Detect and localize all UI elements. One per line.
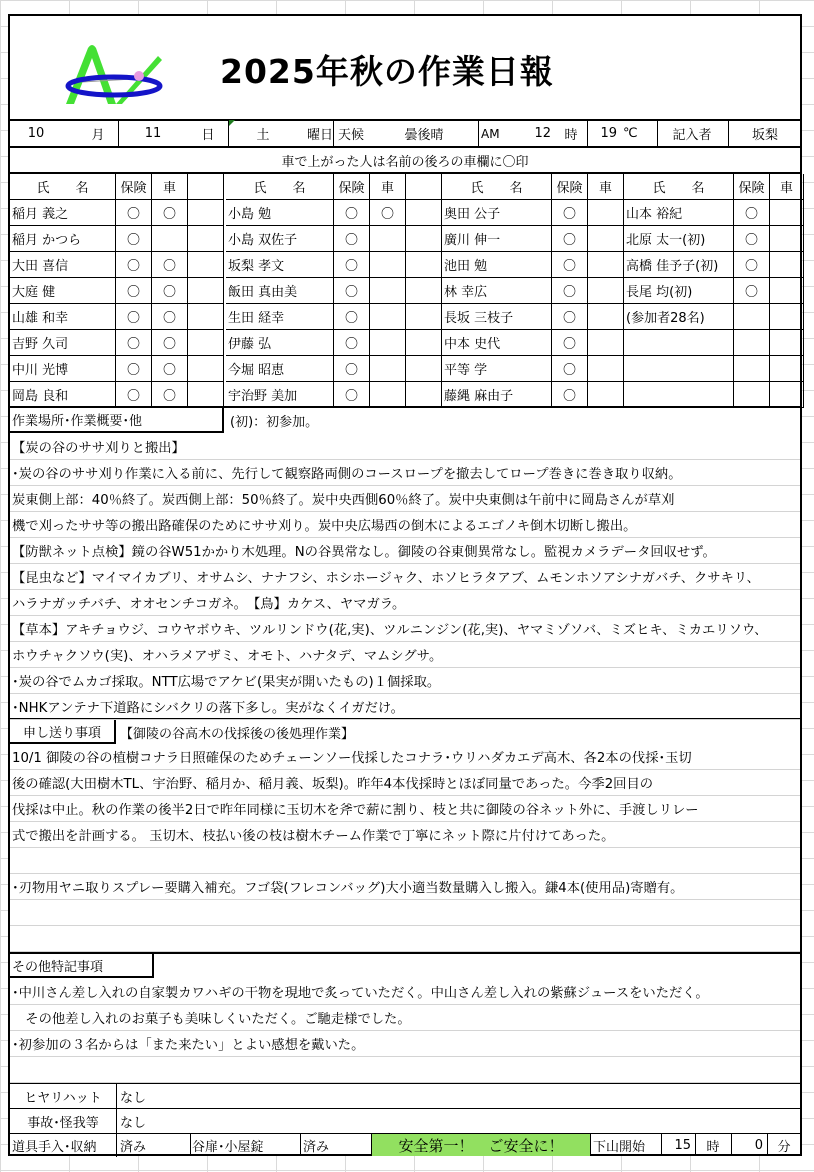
attendee-car[interactable] [770, 304, 804, 330]
attendance-header-name: 氏 名 [624, 174, 734, 200]
attendee-insurance[interactable]: 〇 [116, 278, 152, 304]
minute-unit-label: 分 [777, 1139, 791, 1155]
attendee-car[interactable] [588, 330, 624, 356]
attendee-car[interactable] [770, 356, 804, 382]
attendee-car[interactable] [588, 200, 624, 226]
blank-cell [188, 330, 224, 356]
attendance-header-car: 車 [370, 174, 406, 200]
car-note: 車で上がった人は名前の後ろの車欄に〇印 [281, 154, 529, 170]
attendee-name[interactable]: 北原 太一(初) [624, 226, 734, 252]
work-section-label: 作業場所･作業概要･他 [10, 408, 224, 433]
attendee-name[interactable]: 山雄 和幸 [10, 304, 116, 330]
attendee-car[interactable]: 〇 [152, 304, 188, 330]
attendee-insurance[interactable]: 〇 [334, 200, 370, 226]
organization-logo-icon [58, 42, 168, 110]
blank-cell [406, 200, 442, 226]
attendance-header-car: 車 [152, 174, 188, 200]
work-line[interactable]: ホウチャクソウ(実)、オハラメアザミ、オモト、ハナタデ、マムシグサ。 [12, 648, 443, 664]
attendance-header-insurance: 保険 [116, 174, 152, 200]
attendee-insurance[interactable]: 〇 [116, 226, 152, 252]
attendee-insurance[interactable]: 〇 [552, 382, 588, 408]
attendee-name[interactable]: 高橋 佳予子(初) [624, 252, 734, 278]
blank-cell [406, 252, 442, 278]
other-note-line[interactable]: その他差し入れのお菓子も美味しくいただく。ご馳走様でした。 [12, 1011, 411, 1027]
handover-heading[interactable]: 【御陵の谷高木の伐採後の後処理作業】 [120, 726, 355, 742]
tools-label: 道具手入･収納 [12, 1139, 97, 1155]
attendee-insurance[interactable]: 〇 [116, 330, 152, 356]
attendee-insurance[interactable]: 〇 [552, 200, 588, 226]
attendee-name[interactable] [624, 382, 734, 408]
handover-line[interactable]: 伐採は中止。秋の作業の後半2日で昨年同様に玉切木を斧で薪に割り、枝と共に御陵の谷ネット外に、手渡しリレー [12, 802, 699, 818]
daily-report-sheet [8, 14, 802, 1156]
month-label: 月 [91, 128, 105, 143]
attendee-name[interactable]: 吉野 久司 [10, 330, 116, 356]
attendee-insurance[interactable]: 〇 [334, 330, 370, 356]
attendance-header-name: 氏 名 [10, 174, 116, 200]
blank-cell [188, 226, 224, 252]
near-miss-value[interactable]: なし [120, 1090, 147, 1106]
attendance-header-car: 車 [588, 174, 624, 200]
attendee-insurance[interactable]: 〇 [116, 252, 152, 278]
descent-label: 下山開始 [593, 1139, 646, 1155]
handover-line[interactable]: 式で搬出を計画する。 玉切木、枝払い後の枝は樹木チーム作業で丁寧にネット際に片付けてあった。 [12, 828, 615, 844]
attendee-insurance[interactable]: 〇 [334, 226, 370, 252]
blank-cell [188, 174, 224, 200]
attendee-car[interactable]: 〇 [152, 330, 188, 356]
attendee-insurance[interactable]: 〇 [116, 304, 152, 330]
attendee-name[interactable] [624, 356, 734, 382]
weekday-value[interactable]: 土 [256, 128, 270, 143]
attendee-car[interactable] [370, 304, 406, 330]
attendee-car[interactable] [770, 252, 804, 278]
recorder-label: 記入者 [672, 128, 712, 143]
handover-line[interactable] [12, 899, 796, 925]
attendee-car[interactable]: 〇 [152, 356, 188, 382]
attendee-insurance[interactable]: 〇 [552, 278, 588, 304]
other-note-line[interactable]: ･中川さん差し入れの自家製カワハギの干物を現地で炙っていただく。中山さん差し入れの紫蘇ジュースをいただく。 [12, 985, 709, 1001]
attendee-name[interactable]: 平等 学 [442, 356, 552, 382]
attendee-name[interactable]: 廣川 伸一 [442, 226, 552, 252]
handover-line[interactable]: 10/1 御陵の谷の植樹コナラ日照確保のためチェーンソー伐採したコナラ･ウリハダカエデ高木、各2本の伐採･玉切 [12, 750, 692, 766]
tools-value[interactable]: 済み [120, 1139, 147, 1155]
work-line[interactable]: ･炭の谷でムカゴ採取。NTT広場でアケビ(果実が開いたもの)１個採取。 [12, 674, 441, 690]
attendee-car[interactable] [588, 356, 624, 382]
handover-line[interactable] [12, 925, 796, 951]
attendance-header-insurance: 保険 [334, 174, 370, 200]
attendee-name[interactable] [624, 330, 734, 356]
blank-cell [188, 200, 224, 226]
handover-line[interactable]: ･刃物用ヤニ取りスプレー要購入補充。フゴ袋(フレコンバッグ)大小適当数量購入し搬入。鎌4本(使用品)寄贈有。 [12, 880, 684, 896]
work-line[interactable]: ハラナガッチバチ、オオセンチコガネ。 【鳥】カケス、ヤマガラ。 [12, 596, 406, 612]
handover-label: 申し送り事項 [10, 720, 116, 744]
attendee-name[interactable]: 池田 勉 [442, 252, 552, 278]
attendee-insurance[interactable]: 〇 [552, 304, 588, 330]
recorder-value[interactable]: 坂梨 [751, 128, 778, 143]
attendee-car[interactable] [770, 226, 804, 252]
blank-cell [406, 174, 442, 200]
attendee-insurance[interactable]: 〇 [116, 382, 152, 408]
attendee-insurance[interactable]: 〇 [734, 252, 770, 278]
attendee-insurance[interactable]: 〇 [116, 356, 152, 382]
page-title: 2025年秋の作業日報 [220, 52, 554, 91]
hour-label: 時 [564, 128, 578, 143]
safety-banner: 安全第一！ ご安全に！ [372, 1134, 590, 1156]
attendee-insurance[interactable]: 〇 [552, 356, 588, 382]
hour-value[interactable]: 12 [534, 126, 551, 141]
weekday-label: 曜日 [306, 128, 333, 143]
attendee-insurance[interactable]: 〇 [734, 200, 770, 226]
work-line[interactable]: 【炭の谷のササ刈りと搬出】 [12, 440, 185, 456]
attendance-header-name: 氏 名 [226, 174, 334, 200]
attendee-insurance[interactable]: 〇 [734, 226, 770, 252]
blank-cell [188, 252, 224, 278]
work-line[interactable]: ･炭の谷のササ刈り作業に入る前に、先行して観察路両側のコースロープを撤去してロープ巻きに巻き取り収納。 [12, 466, 682, 482]
attendee-insurance[interactable] [734, 330, 770, 356]
attendee-car[interactable]: 〇 [152, 278, 188, 304]
blank-cell [188, 382, 224, 408]
attendee-insurance[interactable] [734, 356, 770, 382]
work-line[interactable]: 【草本】アキチョウジ、コウヤボウキ、ツルリンドウ(花,実)、ツルニンジン(花,実)、ヤマミゾソバ、ミズヒキ、ミカエリソウ、 [12, 622, 768, 638]
attendee-name[interactable]: 飯田 真由美 [226, 278, 334, 304]
other-note-line[interactable] [12, 1056, 796, 1082]
attendee-name[interactable]: 伊藤 弘 [226, 330, 334, 356]
attendee-name[interactable]: 今堀 昭恵 [226, 356, 334, 382]
accident-label: 事故･怪我等 [27, 1115, 99, 1131]
attendee-name[interactable]: 稲月 かつら [10, 226, 116, 252]
attendance-header-insurance: 保険 [734, 174, 770, 200]
attendee-name[interactable]: 山本 裕紀 [624, 200, 734, 226]
attendee-name[interactable]: 林 幸広 [442, 278, 552, 304]
blank-cell [406, 382, 442, 408]
attendee-name[interactable]: 奥田 公子 [442, 200, 552, 226]
attendee-car[interactable] [770, 278, 804, 304]
attendee-name[interactable]: 宇治野 美加 [226, 382, 334, 408]
attendee-car[interactable] [588, 252, 624, 278]
near-miss-label: ヒヤリハット [24, 1090, 102, 1106]
attendee-insurance[interactable]: 〇 [334, 252, 370, 278]
attendee-name[interactable]: 長坂 三枝子 [442, 304, 552, 330]
attendee-car[interactable] [588, 278, 624, 304]
attendee-insurance[interactable]: 〇 [552, 226, 588, 252]
month-value[interactable]: 10 [27, 126, 45, 141]
descent-minute[interactable]: 0 [754, 1137, 763, 1153]
blank-cell [188, 278, 224, 304]
blank-cell [406, 330, 442, 356]
attendee-name[interactable]: 坂梨 孝文 [226, 252, 334, 278]
attendee-car[interactable] [770, 330, 804, 356]
handover-line[interactable] [12, 847, 796, 873]
attendee-name[interactable]: (参加者28名) [624, 304, 734, 330]
attendee-insurance[interactable]: 〇 [334, 304, 370, 330]
blank-cell [406, 356, 442, 382]
attendee-car[interactable] [370, 278, 406, 304]
attendee-insurance[interactable]: 〇 [334, 382, 370, 408]
attendee-name[interactable]: 中本 史代 [442, 330, 552, 356]
attendee-car[interactable]: 〇 [370, 200, 406, 226]
attendance-header-name: 氏 名 [442, 174, 552, 200]
attendee-insurance[interactable]: 〇 [552, 330, 588, 356]
handover-line[interactable]: 後の確認(大田樹木TL、宇治野、稲月か、稲月義、坂梨)。昨年4本伐採時とほぼ同量であった。今季2回目の [12, 776, 654, 792]
blank-cell [406, 278, 442, 304]
attendee-car[interactable] [370, 226, 406, 252]
attendee-name[interactable]: 大田 喜信 [10, 252, 116, 278]
attendee-car[interactable]: 〇 [152, 252, 188, 278]
attendee-car[interactable] [588, 226, 624, 252]
temperature-value[interactable]: 19 [600, 126, 617, 141]
work-line[interactable]: 【昆虫など】マイマイカブリ、オサムシ、ナナフシ、ホシホージャク、ホソヒラタアブ、ムモンホソアシナガバチ、クサキリ、 [12, 570, 760, 586]
attendee-car[interactable]: 〇 [152, 200, 188, 226]
temperature-unit: ℃ [623, 126, 638, 141]
attendee-insurance[interactable] [734, 382, 770, 408]
attendance-header-insurance: 保険 [552, 174, 588, 200]
attendee-car[interactable] [370, 382, 406, 408]
attendee-car[interactable] [152, 226, 188, 252]
other-notes-label: その他特記事項 [10, 954, 154, 978]
weather-value[interactable]: 曇後晴 [404, 128, 444, 143]
attendee-insurance[interactable] [734, 304, 770, 330]
row-gridline [10, 951, 800, 952]
attendee-name[interactable]: 小島 勉 [226, 200, 334, 226]
row-gridline [10, 719, 800, 720]
attendance-header-car: 車 [770, 174, 804, 200]
other-note-line[interactable]: ･初参加の３名からは「また来たい」とよい感想を戴いた。 [12, 1037, 365, 1053]
attendee-name[interactable]: 藤縄 麻由子 [442, 382, 552, 408]
work-line[interactable]: 【防獣ネット点検】鏡の谷W51かかり木処理。Nの谷異常なし。御陵の谷東側異常なし。監視カメラデータ回収せず。 [12, 544, 716, 560]
day-label: 日 [201, 128, 215, 143]
attendee-name[interactable]: 稲月 義之 [10, 200, 116, 226]
gate-label: 谷扉･小屋錠 [192, 1139, 264, 1155]
work-note[interactable]: (初)：初参加。 [230, 415, 319, 430]
attendee-insurance[interactable]: 〇 [334, 356, 370, 382]
accident-value[interactable]: なし [120, 1115, 147, 1131]
blank-cell [406, 304, 442, 330]
attendee-car[interactable] [588, 382, 624, 408]
attendee-insurance[interactable]: 〇 [334, 278, 370, 304]
blank-cell [188, 356, 224, 382]
attendee-insurance[interactable]: 〇 [734, 278, 770, 304]
attendee-insurance[interactable]: 〇 [116, 200, 152, 226]
attendee-car[interactable] [770, 200, 804, 226]
attendee-car[interactable] [370, 356, 406, 382]
day-value[interactable]: 11 [144, 126, 162, 141]
attendee-name[interactable]: 中川 光博 [10, 356, 116, 382]
work-line[interactable]: 炭東側上部：40％終了。炭西側上部：50％終了。炭中央西側60％終了。炭中央東側は午前中に岡島さんが草刈 [12, 492, 675, 508]
work-line[interactable]: ･NHKアンテナ下道路にシバクリの落下多し。実がなくイガだけ。 [12, 700, 404, 716]
weather-label: 天候 [337, 128, 364, 143]
blank-cell [406, 226, 442, 252]
blank-cell [188, 304, 224, 330]
attendee-name[interactable]: 岡島 良和 [10, 382, 116, 408]
ampm-value[interactable]: AM [481, 126, 500, 141]
attendee-car[interactable] [370, 330, 406, 356]
attendee-car[interactable] [588, 304, 624, 330]
row-gridline [10, 1082, 800, 1083]
gate-value[interactable]: 済み [303, 1139, 330, 1155]
hour-unit-label: 時 [706, 1139, 720, 1155]
attendee-car[interactable]: 〇 [152, 382, 188, 408]
descent-hour[interactable]: 15 [674, 1137, 691, 1153]
work-line[interactable]: 機で刈ったササ等の搬出路確保のためにササ刈り。炭中央広場西の倒木によるエゴノキ倒木切断し搬出。 [12, 518, 637, 534]
attendee-insurance[interactable]: 〇 [552, 252, 588, 278]
attendee-car[interactable] [370, 252, 406, 278]
attendee-name[interactable]: 長尾 均(初) [624, 278, 734, 304]
attendee-name[interactable]: 生田 経幸 [226, 304, 334, 330]
attendee-car[interactable] [770, 382, 804, 408]
attendee-name[interactable]: 小島 双佐子 [226, 226, 334, 252]
attendee-name[interactable]: 大庭 健 [10, 278, 116, 304]
